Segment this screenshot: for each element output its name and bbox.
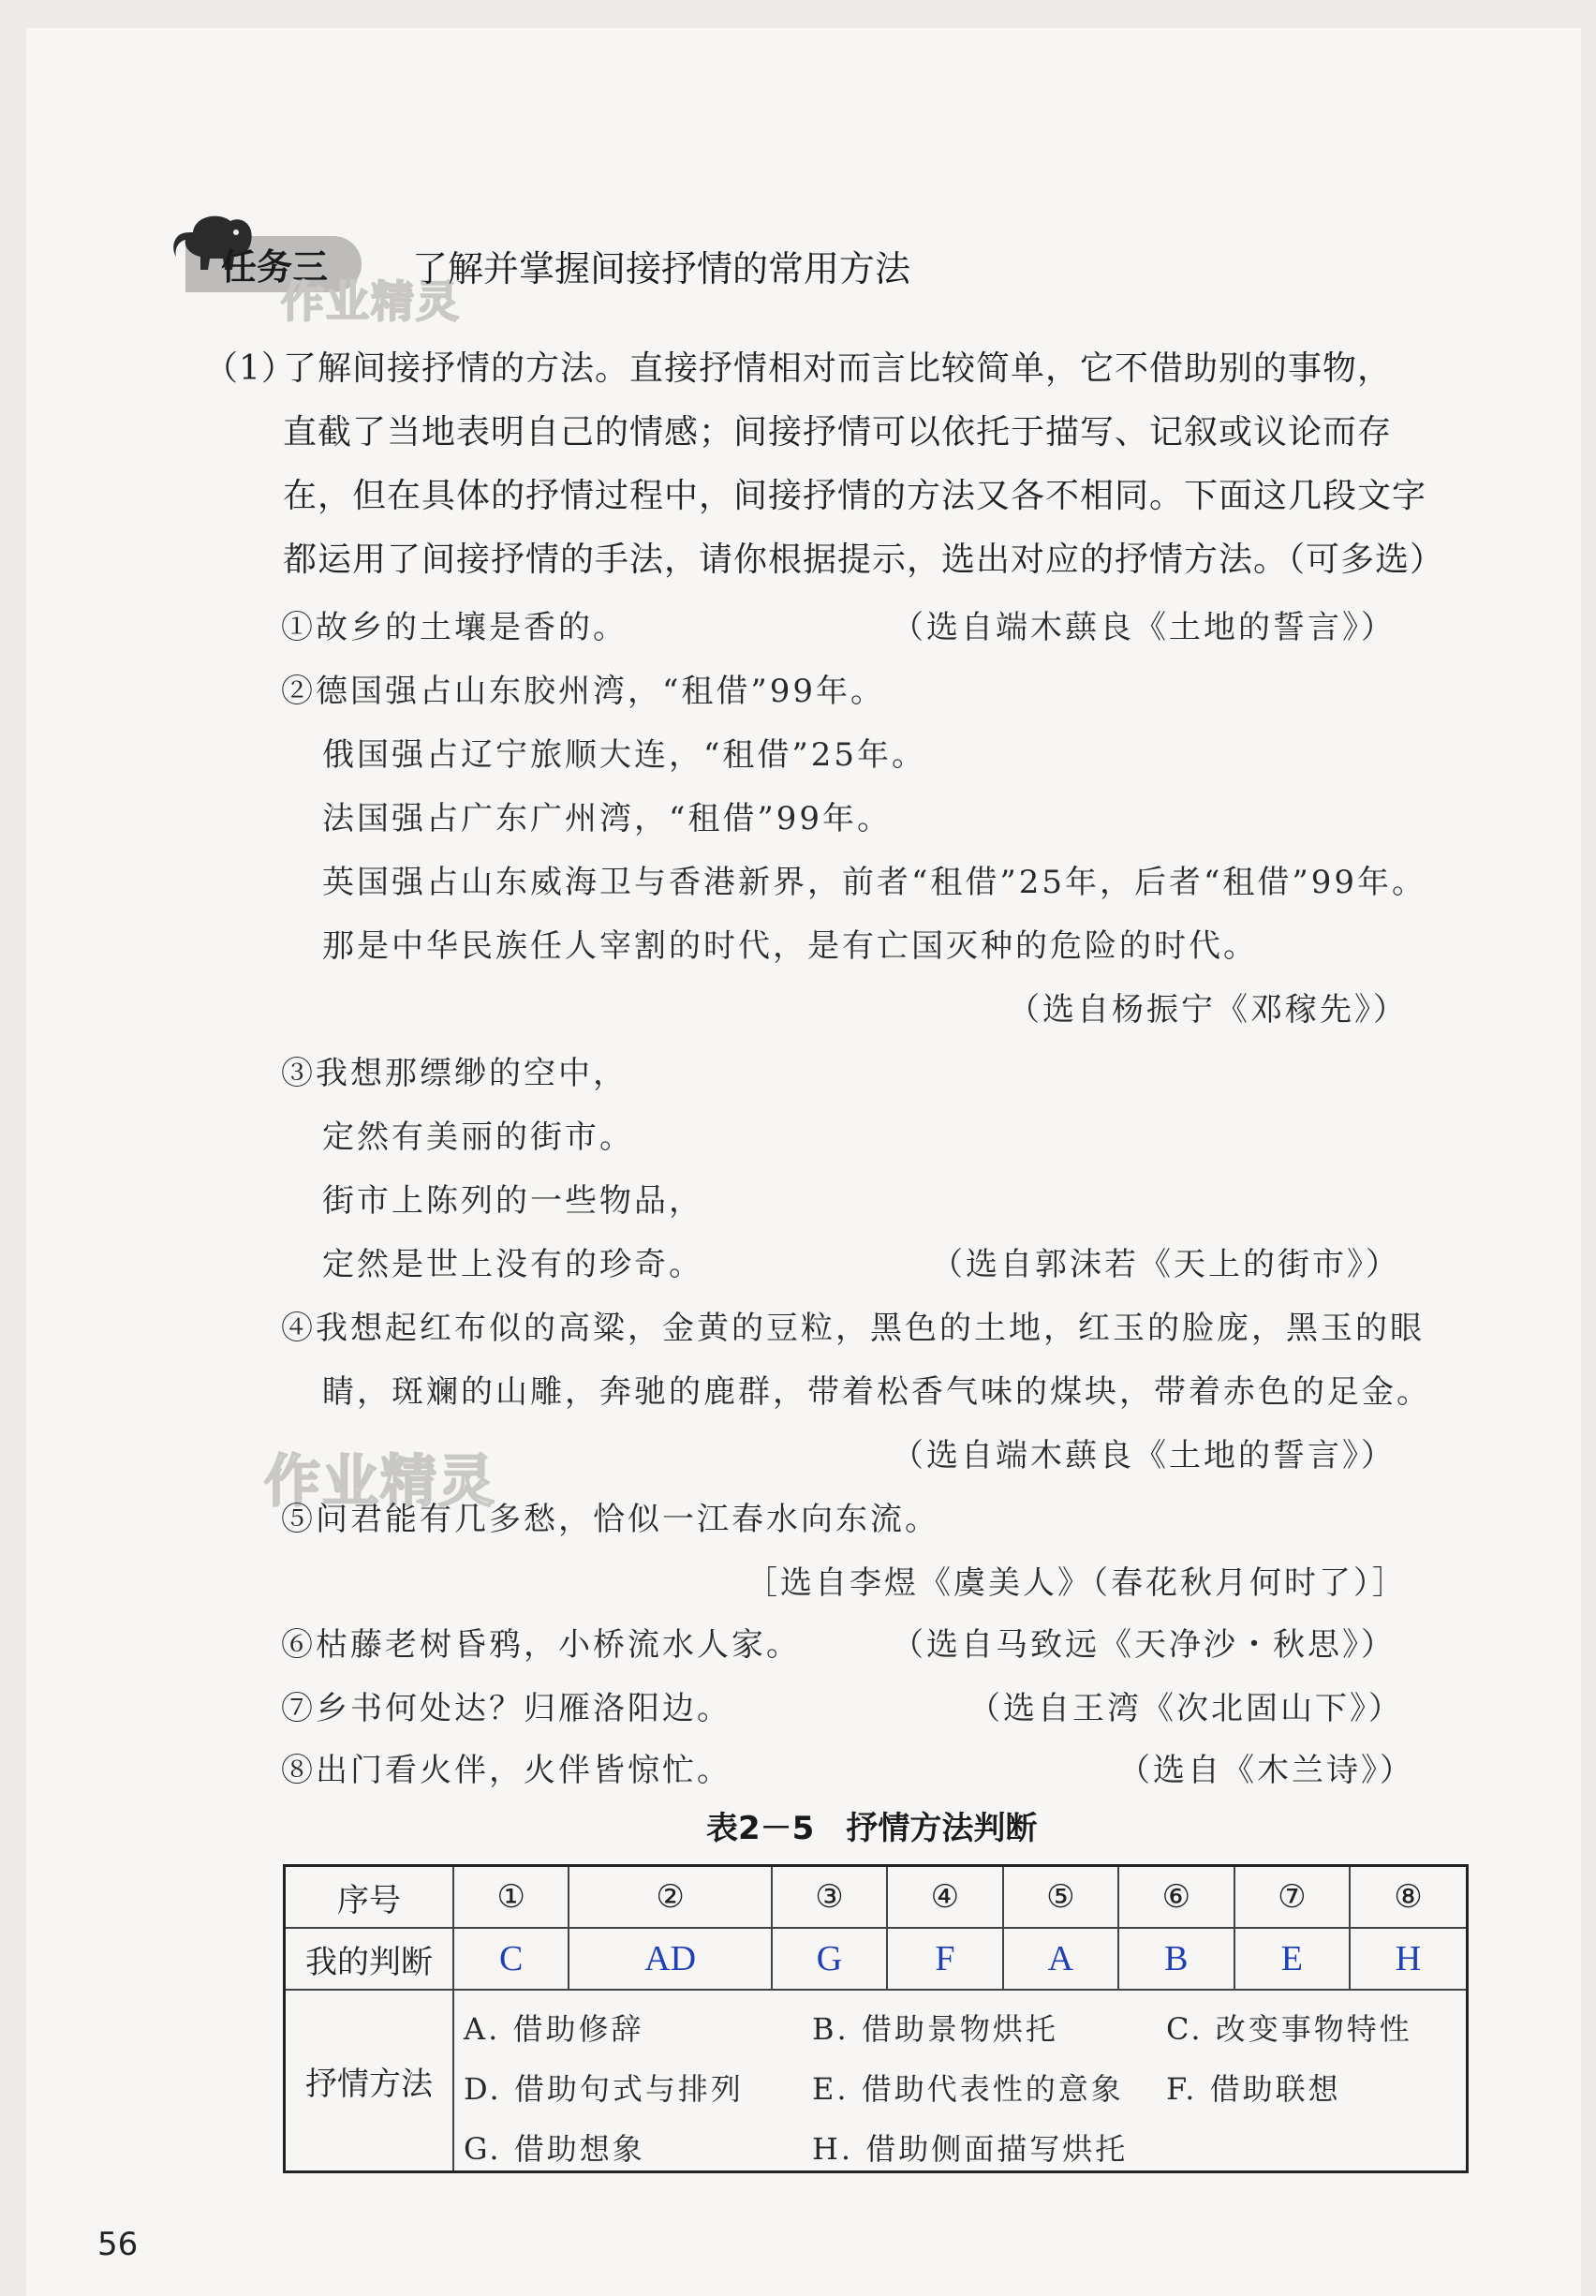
method-b: B. 借助景物烘托 (812, 2011, 1058, 2047)
answer-cell: C (453, 1928, 569, 1990)
number-cell: ⑧ (1350, 1866, 1467, 1929)
method-f: F. 借助联想 (1166, 2071, 1341, 2107)
item-4-line: ④我想起红布似的高粱，金黄的豆粒，黑色的土地，红玉的脸庞，黑玉的眼 (281, 1310, 1425, 1347)
item-3-line: 定然有美丽的街市。 (322, 1118, 634, 1156)
number-cell: ① (453, 1866, 569, 1929)
number-cell: ⑥ (1118, 1866, 1234, 1929)
item-5-source: ［选自李煜《虞美人》（春花秋月何时了）］ (746, 1564, 1407, 1602)
row-label-methods: 抒情方法 (285, 1990, 454, 2172)
item-1-text: ①故乡的土壤是香的。 (281, 609, 628, 646)
number-cell: ④ (887, 1866, 1002, 1929)
number-cell: ⑤ (1003, 1866, 1118, 1929)
item-5-text: ⑤问君能有几多愁，恰似一江春水向东流。 (281, 1501, 939, 1538)
number-cell: ③ (772, 1866, 887, 1929)
item-3-line: 街市上陈列的一些物品， (322, 1182, 703, 1220)
watermark: 作业精灵 (281, 276, 461, 327)
page-number: 56 (97, 2226, 139, 2263)
table-row (285, 1928, 1468, 1990)
intro-line: 了解间接抒情的方法。直接抒情相对而言比较简单，它不借助别的事物， (283, 349, 1393, 388)
item-2-line: 英国强占山东威海卫与香港新界，前者“租借”25年，后者“租借”99年。 (322, 864, 1427, 901)
number-cell: ⑦ (1234, 1866, 1350, 1929)
table-row (285, 1866, 1468, 1929)
item-6-source: （选自马致远《天净沙・秋思》） (892, 1626, 1396, 1664)
question-number: （1） (204, 349, 296, 388)
item-2-line: ②德国强占山东胶州湾，“租借”99年。 (281, 673, 886, 710)
answer-cell: AD (569, 1928, 771, 1990)
method-a: A. 借助修辞 (464, 2011, 644, 2047)
item-7-source: （选自王湾《次北固山下》） (968, 1690, 1403, 1727)
item-1-source: （选自端木蕻良《土地的誓言》） (892, 609, 1396, 646)
intro-line: 在，但在具体的抒情过程中，间接抒情的方法又各不相同。下面这几段文字 (283, 477, 1427, 515)
watermark: 作业精灵 (264, 1449, 496, 1515)
item-2-source: （选自杨振宁《邓稼先》） (1008, 991, 1408, 1029)
task-badge-label: 任务三 (221, 246, 329, 288)
number-cell: ② (569, 1866, 771, 1929)
table-caption: 表2－5 抒情方法判断 (706, 1810, 1038, 1847)
table-row (285, 1990, 1468, 2172)
row-label-judgement: 我的判断 (285, 1928, 454, 1990)
item-8-source: （选自《木兰诗》） (1118, 1752, 1414, 1789)
intro-line: 都运用了间接抒情的手法，请你根据提示，选出对应的抒情方法。（可多选） (283, 541, 1445, 579)
answer-cell: E (1234, 1928, 1350, 1990)
answer-cell: G (772, 1928, 887, 1990)
item-7-text: ⑦乡书何处达？归雁洛阳边。 (281, 1690, 732, 1727)
judgement-table (283, 1864, 1469, 2173)
item-4-line: 睛，斑斓的山雕，奔驰的鹿群，带着松香气味的煤块，带着赤色的足金。 (322, 1373, 1431, 1411)
answer-cell: A (1003, 1928, 1118, 1990)
answer-cell: B (1118, 1928, 1234, 1990)
method-g: G. 借助想象 (464, 2131, 645, 2167)
answer-cell: H (1350, 1928, 1467, 1990)
item-2-line: 俄国强占辽宁旅顺大连，“租借”25年。 (322, 736, 927, 774)
item-2-line: 法国强占广东广州湾，“租借”99年。 (322, 800, 893, 837)
method-c: C. 改变事物特性 (1166, 2011, 1412, 2047)
item-2-line: 那是中华民族任人宰割的时代，是有亡国灭种的危险的时代。 (322, 927, 1258, 965)
method-d: D. 借助句式与排列 (464, 2071, 744, 2107)
intro-line: 直截了当地表明自己的情感；间接抒情可以依托于描写、记叙或议论而存 (283, 413, 1393, 452)
item-3-line: ③我想那缥缈的空中， (281, 1055, 628, 1092)
methods-cell (453, 1990, 1468, 2172)
item-8-text: ⑧出门看火伴，火伴皆惊忙。 (281, 1752, 732, 1789)
item-3-source: （选自郭沫若《天上的街市》） (931, 1246, 1400, 1283)
row-label-number: 序号 (285, 1866, 454, 1929)
item-3-line: 定然是世上没有的珍奇。 (322, 1246, 703, 1283)
item-4-source: （选自端木蕻良《土地的誓言》） (892, 1437, 1396, 1474)
task-title: 了解并掌握间接抒情的常用方法 (412, 248, 911, 289)
method-e: E. 借助代表性的意象 (812, 2071, 1124, 2107)
answer-cell: F (887, 1928, 1002, 1990)
item-6-text: ⑥枯藤老树昏鸦，小桥流水人家。 (281, 1626, 801, 1664)
method-h: H. 借助侧面描写烘托 (812, 2131, 1129, 2167)
